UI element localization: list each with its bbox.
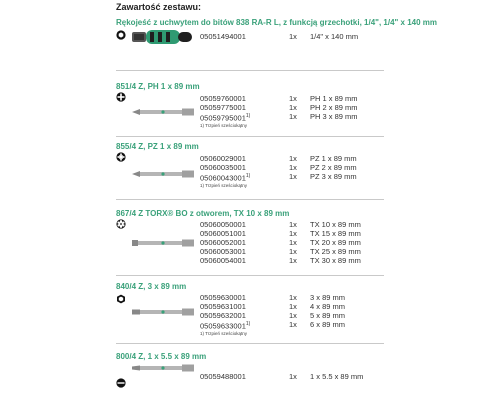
quantity: 1x [289,154,297,163]
article-number: 05059760001 [200,94,246,103]
quantity: 1x [289,372,297,381]
quantity: 1x [289,163,297,172]
item-size: PZ 1 x 89 mm [310,154,357,163]
footnote-marker: 1) [245,321,251,327]
article-number: 05060051001 [200,229,246,238]
quantity: 1x [289,256,297,265]
list-item [0,238,500,247]
quantity: 1x [289,320,297,329]
item-size: TX 15 x 89 mm [310,229,361,238]
item-size: 5 x 89 mm [310,311,346,320]
list-item [0,311,500,320]
footnote: 1) Trzpień sześciokątny [200,331,248,336]
footnote-marker: 1) [245,173,251,179]
list-item [0,103,500,112]
section-title: Rękojeść z uchwytem do bitów 838 RA-R L, z funkcją grzechotki, 1/4", 1/4" x 140 mm [116,18,438,27]
article-number: 05060050001 [200,220,246,229]
item-size: PZ 3 x 89 mm [310,172,357,181]
code-text: 05059633001 [200,321,246,331]
divider [116,136,384,137]
page-heading: Zawartość zestawu: [116,2,202,12]
item-size: PZ 2 x 89 mm [310,163,357,172]
list-item [0,112,500,121]
item-size: PH 1 x 89 mm [310,94,358,103]
list-item [0,247,500,256]
item-size: 1/4" x 140 mm [310,32,359,41]
section-pz [0,142,500,192]
item-size: 3 x 89 mm [310,293,346,302]
section-title: 800/4 Z, 1 x 5.5 x 89 mm [116,352,207,361]
article-number: 05059630001 [200,293,246,302]
section-hex [0,282,500,338]
list-item [0,302,500,311]
article-number: 05059631001 [200,302,246,311]
item-size: PH 3 x 89 mm [310,112,358,121]
section-title: 851/4 Z, PH 1 x 89 mm [116,82,200,91]
list-item [0,256,500,265]
quantity: 1x [289,247,297,256]
item-size: 6 x 89 mm [310,320,346,329]
item-size: 1 x 5.5 x 89 mm [310,372,364,381]
article-number: 05051494001 [200,32,246,41]
item-size: TX 30 x 89 mm [310,256,361,265]
footnote: 1) Trzpień sześciokątny [200,123,248,128]
section-slotted [0,352,500,392]
section-title: 855/4 Z, PZ 1 x 89 mm [116,142,199,151]
list-item [0,163,500,172]
article-number: 05060053001 [200,247,246,256]
list-item [0,154,500,163]
article-number [200,320,250,331]
article-number: 05059775001 [200,103,246,112]
quantity: 1x [289,229,297,238]
article-number: 05060054001 [200,256,246,265]
quantity: 1x [289,293,297,302]
list-item [0,172,500,181]
quantity: 1x [289,32,297,41]
item-size: TX 25 x 89 mm [310,247,361,256]
quantity: 1x [289,220,297,229]
section-title: 840/4 Z, 3 x 89 mm [116,282,187,291]
divider [116,70,384,71]
quantity: 1x [289,311,297,320]
divider [116,275,384,276]
article-number: 05059632001 [200,311,246,320]
quantity: 1x [289,172,297,181]
item-size: PH 2 x 89 mm [310,103,358,112]
quantity: 1x [289,302,297,311]
quantity: 1x [289,112,297,121]
section-tx [0,209,500,273]
list-item [0,94,500,103]
list-item [0,229,500,238]
divider [116,343,384,344]
article-number [200,112,250,123]
quantity: 1x [289,103,297,112]
section-title: 867/4 Z TORX® BO z otworem, TX 10 x 89 mm [116,209,290,218]
section-ph [0,82,500,132]
section-handle [0,18,500,46]
item-size: TX 20 x 89 mm [310,238,361,247]
list-item [0,293,500,302]
article-number: 05060052001 [200,238,246,247]
code-text: 05060043001 [200,173,246,183]
list-item [0,32,500,41]
footnote-marker: 1) [245,113,251,119]
list-item [0,372,500,381]
article-number [200,172,250,183]
article-number: 05060029001 [200,154,246,163]
quantity: 1x [289,94,297,103]
article-number: 05060035001 [200,163,246,172]
article-number: 05059488001 [200,372,246,381]
list-item [0,220,500,229]
item-size: 4 x 89 mm [310,302,346,311]
footnote: 1) Trzpień sześciokątny [200,183,248,188]
divider [116,199,384,200]
quantity: 1x [289,238,297,247]
list-item [0,320,500,329]
item-size: TX 10 x 89 mm [310,220,361,229]
code-text: 05059795001 [200,113,246,123]
